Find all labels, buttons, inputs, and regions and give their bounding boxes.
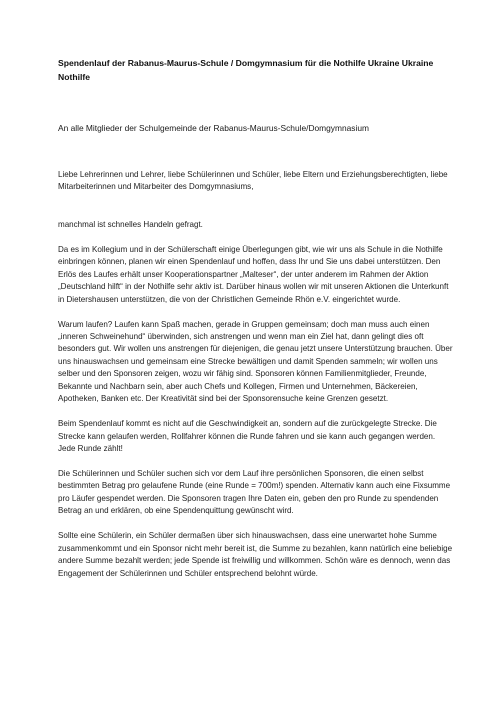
- document-intro: An alle Mitglieder der Schulgemeinde der Rabanus-Maurus-Schule/Domgymnasium: [58, 123, 369, 133]
- paragraph-sponsors: Die Schülerinnen und Schüler suchen sich vor dem Lauf ihre persönlichen Sponsoren, die einen selbst bestimmten Betrag pro gelaufene Runde (eine Runde = 700m!) spenden. Alternativ kann auch eine Fixsumme pro Läufer gespendet werden. Die Sponsoren tragen Ihre Daten ein, geben den pro Runde zu spendenden Betrag an und erklären, ob eine Spendenquittung gewünscht wird.: [58, 468, 451, 516]
- document-title: Spendenlauf der Rabanus-Maurus-Schule / Domgymnasium für die Nothilfe Ukraine Ukraine Nothilfe: [58, 58, 434, 82]
- paragraph-why-run: Warum laufen? Laufen kann Spaß machen, gerade in Gruppen gemeinsam; doch man muss auch einen „inneren Schweinehund“ überwinden, sich anstrengen und wenn man ein Ziel hat, dann gelingt dies oft besonders gut. Wir wollen uns anstrengen für diejenigen, die genau jetzt unsere Unterstützung brauchen. Über uns hinauswachsen und gemeinsam eine Strecke bewältigen und damit Spenden sammeln; wir wollen uns selber und den Sponsoren zeigen, wozu wir fähig sind. Sponsoren können Familienmitglieder, Freunde, Bekannte und Nachbarn sein, aber auch Chefs und Kollegen, Firmen und Unternehmen, Bäckereien, Apotheken, Banken etc. Der Kreativität sind bei der Sponsorensuche keine Grenzen gesetzt.: [58, 319, 453, 404]
- paragraph-urgency: manchmal ist schnelles Handeln gefragt.: [58, 219, 203, 229]
- paragraph-distance: Beim Spendenlauf kommt es nicht auf die Geschwindigkeit an, sondern auf die zurückgelegte Strecke. Die Strecke kann gelaufen werden, Rollfahrer können die Runde fahren und sie kann auch gegangen werden. Jede Runde zählt!: [58, 419, 437, 454]
- paragraph-plan: Da es im Kollegium und in der Schülerschaft einige Überlegungen gibt, wie wir uns als Schule in die Nothilfe einbringen können, planen wir einen Spendenlauf und hoffen, dass Ihr und Sie uns dabei unterstützen. Den Erlös des Laufes erhält unser Kooperationspartner „Malteser“, der unter anderem im Rahmen der Aktion „Deutschland hilft“ in der Nothilfe sehr aktiv ist. Darüber hinaus wollen wir mit unseren Aktionen die Unterkunft in Dietershausen unterstützen, die von der Christlichen Gemeinde Rhön e.V. eingerichtet wurde.: [58, 244, 449, 304]
- document-body: [58, 169, 454, 592]
- paragraph-voluntary: Sollte eine Schülerin, ein Schüler dermaßen über sich hinauswachsen, dass eine unerwartet hohe Summe zusammenkommt und ein Sponsor nicht mehr bereit ist, die Summe zu bezahlen, kann natürlich eine beliebige andere Summe bezahlt werden; jede Spende ist freiwillig und willkommen. Schön wäre es dennoch, wenn das Engagement der Schülerinnen und Schüler entsprechend belohnt würde.: [58, 531, 453, 578]
- paragraph-greeting: Liebe Lehrerinnen und Lehrer, liebe Schülerinnen und Schüler, liebe Eltern und Erziehungsberechtigten, liebe Mitarbeiterinnen und Mitarbeiter des Domgymnasiums,: [58, 170, 448, 192]
